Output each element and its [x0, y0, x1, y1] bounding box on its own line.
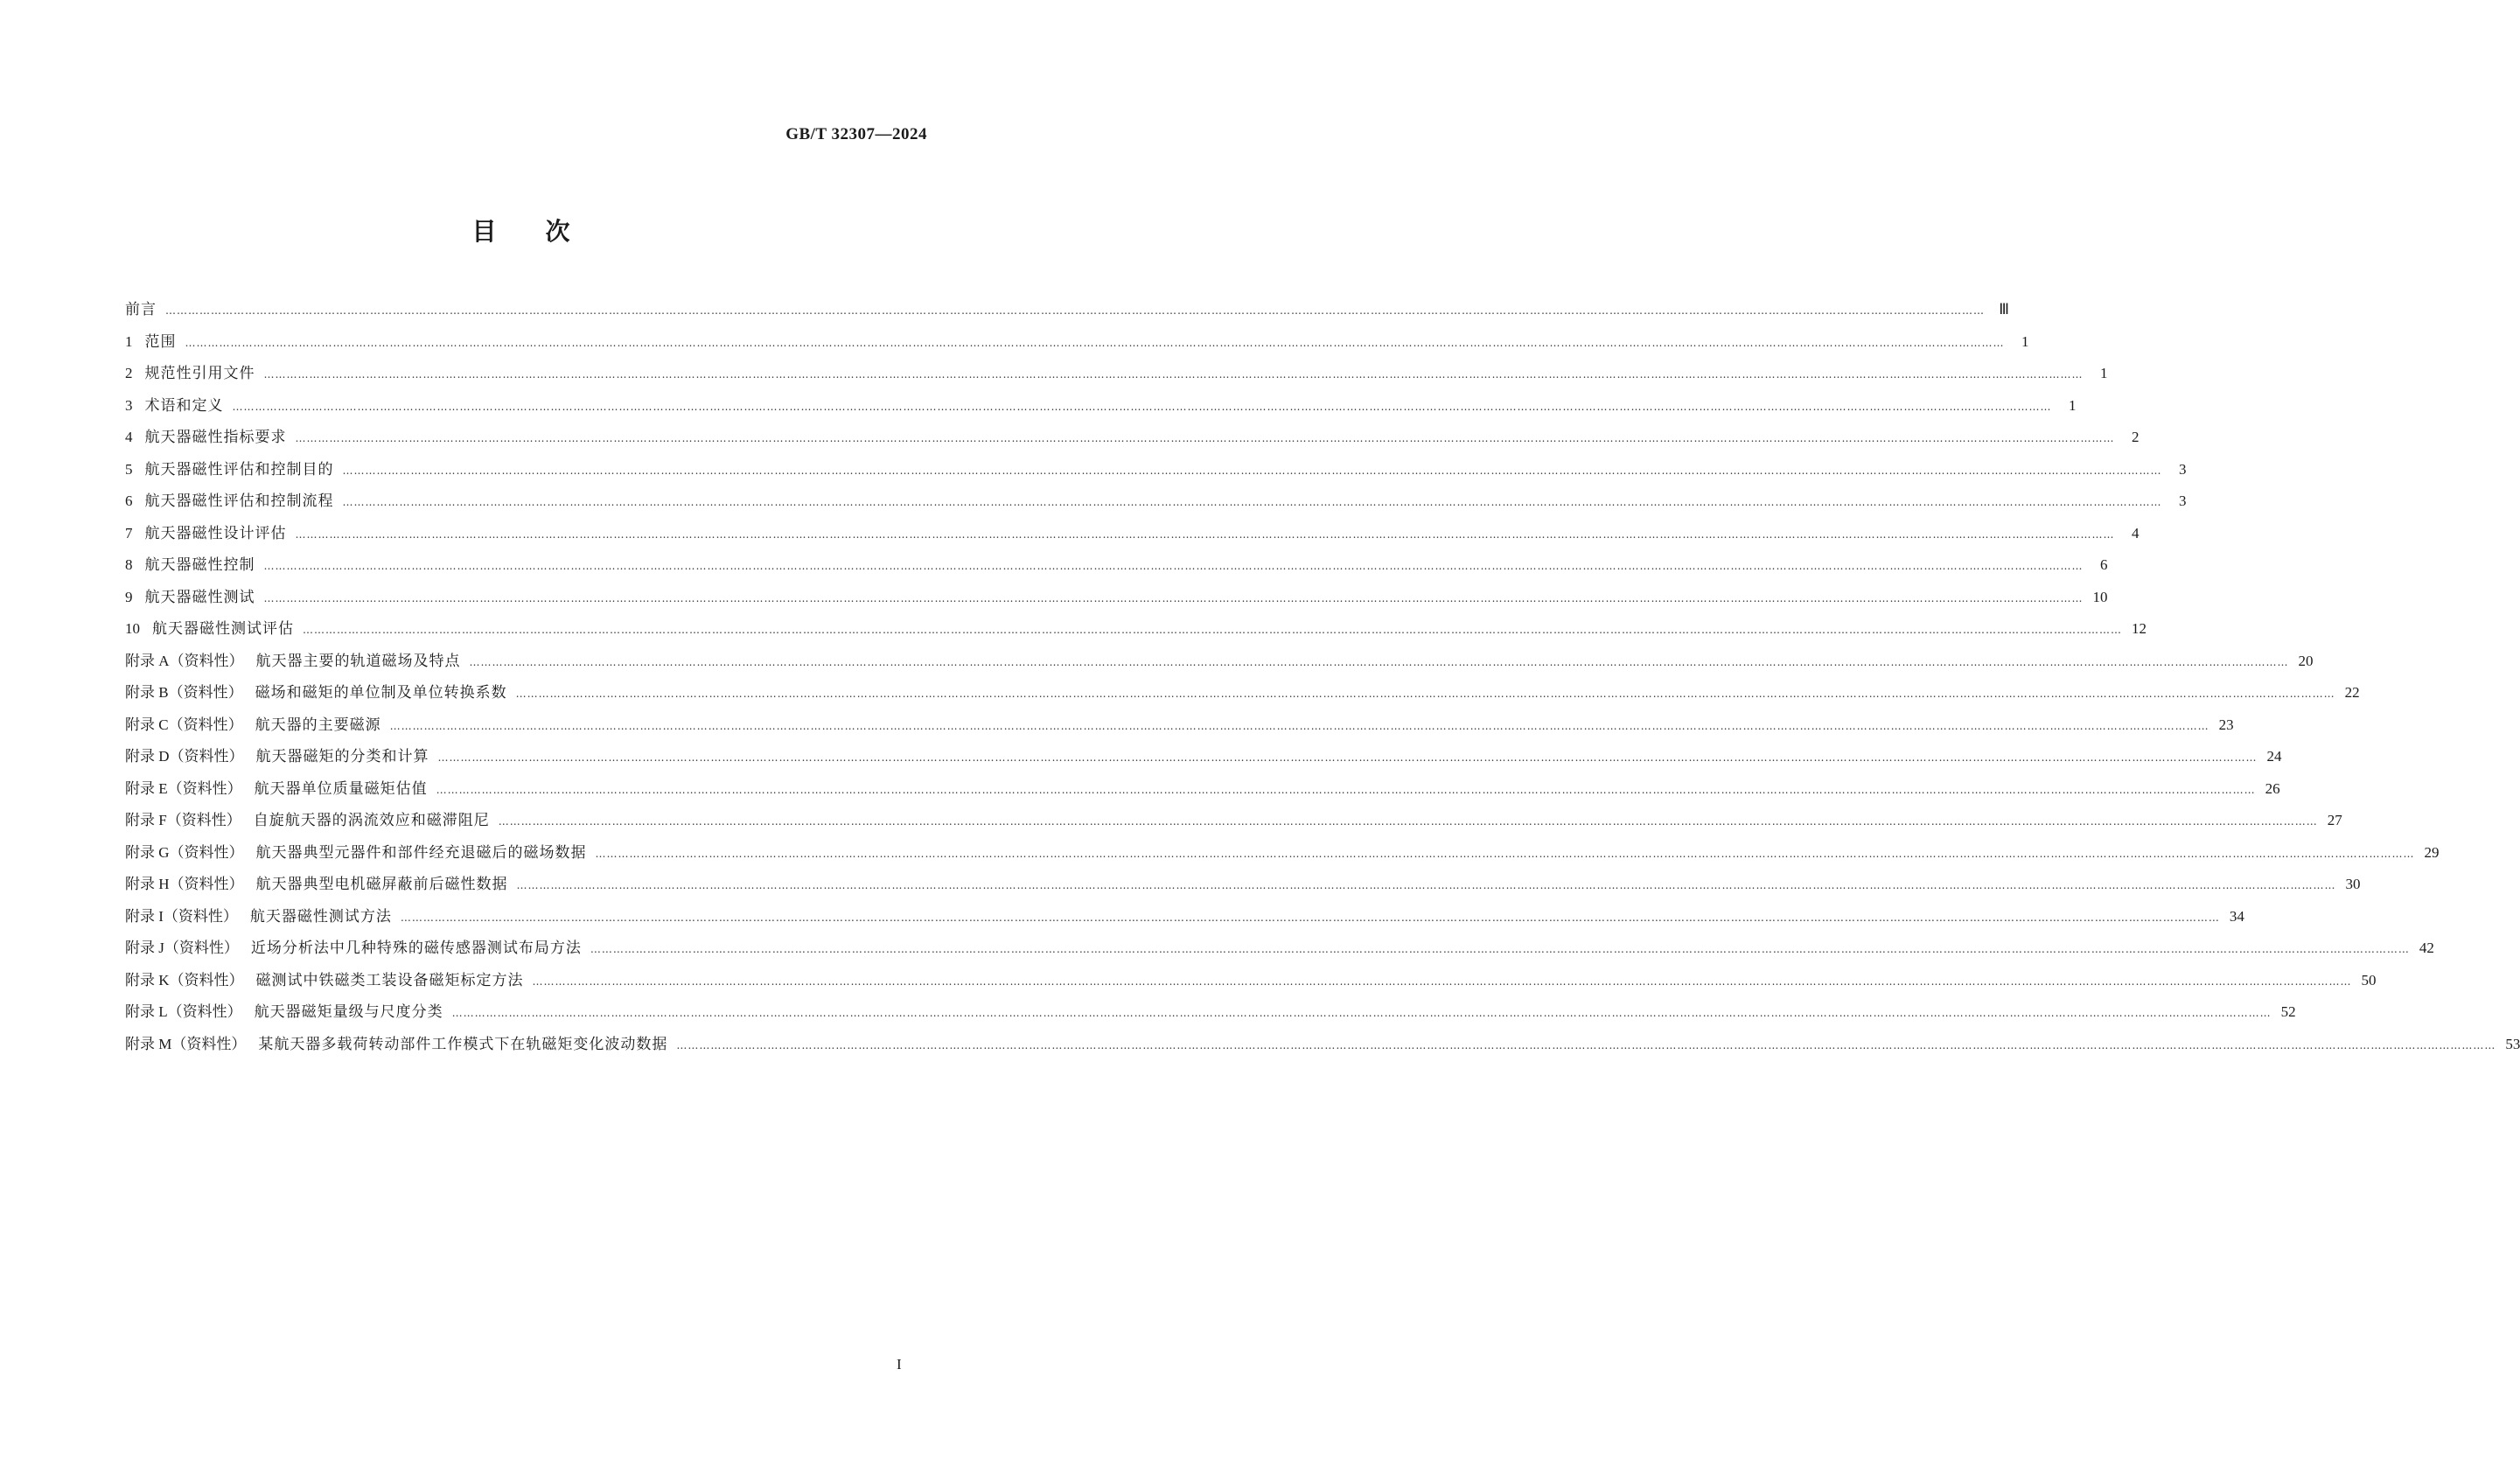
- table-of-contents: [125, 297, 2520, 1063]
- toc-entry-number: 9: [125, 588, 133, 605]
- toc-entry-number: 6: [125, 492, 133, 509]
- toc-entry-page: 10: [2092, 588, 2108, 605]
- toc-entry-page: 52: [2280, 1003, 2296, 1020]
- toc-entry-number: 附录 K（资料性）: [125, 971, 244, 988]
- toc-entry[interactable]: [125, 712, 2234, 744]
- toc-entry-title: 航天器典型元器件和部件经充退磁后的磁场数据: [255, 843, 587, 862]
- toc-leader-dots: …………………………………………………………………………………………………………………………………………………………………………………………………………………………………………………………………………………………………………………………………………………………………………………………………………………………………………: [232, 400, 2052, 413]
- toc-entry-page: 20: [2298, 652, 2314, 669]
- toc-entry-number: 附录 M（资料性）: [125, 1035, 247, 1052]
- toc-entry[interactable]: [125, 776, 2280, 808]
- toc-leader-dots: …………………………………………………………………………………………………………………………………………………………………………………………………………………………………………………………………………………………………………………………………………………………………………………………………………………………………………: [436, 783, 2256, 796]
- toc-entry-number: 附录 E（资料性）: [125, 779, 242, 797]
- toc-entry[interactable]: [125, 520, 2140, 553]
- toc-leader-dots: …………………………………………………………………………………………………………………………………………………………………………………………………………………………………………………………………………………………………………………………………………………………………………………………………………………………………………: [469, 655, 2289, 668]
- toc-leader-dots: …………………………………………………………………………………………………………………………………………………………………………………………………………………………………………………………………………………………………………………………………………………………………………………………………………………………………………: [676, 1038, 2496, 1051]
- toc-entry-title: 磁测试中铁磁类工装设备磁矩标定方法: [255, 971, 524, 989]
- toc-entry-page: 1: [2021, 332, 2029, 350]
- toc-leader-dots: …………………………………………………………………………………………………………………………………………………………………………………………………………………………………………………………………………………………………………………………………………………………………………………………………………………………………………: [295, 432, 2115, 444]
- toc-entry-title: 航天器磁矩的分类和计算: [255, 748, 429, 765]
- toc-entry-number: 附录 I（资料性）: [125, 907, 238, 925]
- toc-entry[interactable]: [125, 968, 2377, 1000]
- toc-entry-title: 航天器磁性指标要求: [144, 429, 287, 446]
- toc-entry[interactable]: [125, 457, 2187, 489]
- toc-entry-page: 24: [2266, 748, 2282, 765]
- toc-entry-number: 8: [125, 556, 133, 573]
- toc-entry[interactable]: [125, 648, 2314, 681]
- toc-leader-dots: …………………………………………………………………………………………………………………………………………………………………………………………………………………………………………………………………………………………………………………………………………………………………………………………………………………………………………: [303, 624, 2122, 636]
- toc-entry[interactable]: [125, 999, 2296, 1031]
- toc-entry-page: 50: [2361, 971, 2377, 988]
- toc-entry-title: 磁场和磁矩的单位制及单位转换系数: [255, 684, 507, 702]
- toc-leader-dots: …………………………………………………………………………………………………………………………………………………………………………………………………………………………………………………………………………………………………………………………………………………………………………………………………………………………………………: [437, 751, 2258, 764]
- toc-leader-dots: …………………………………………………………………………………………………………………………………………………………………………………………………………………………………………………………………………………………………………………………………………………………………………………………………………………………………………: [342, 464, 2162, 477]
- toc-entry-number: 5: [125, 460, 133, 478]
- toc-entry-title: 航天器磁性评估和控制流程: [144, 492, 334, 510]
- toc-entry-page: 42: [2419, 940, 2434, 956]
- toc-leader-dots: …………………………………………………………………………………………………………………………………………………………………………………………………………………………………………………………………………………………………………………………………………………………………………………………………………………………………………: [342, 496, 2162, 508]
- toc-entry-number: 4: [125, 429, 133, 445]
- toc-entry-page: 1: [2069, 396, 2077, 414]
- toc-entry[interactable]: [125, 871, 2361, 904]
- toc-entry[interactable]: [125, 488, 2187, 520]
- toc-leader-dots: …………………………………………………………………………………………………………………………………………………………………………………………………………………………………………………………………………………………………………………………………………………………………………………………………………………………………………: [532, 975, 2352, 988]
- toc-entry[interactable]: [125, 807, 2342, 840]
- toc-entry-title: 航天器的主要磁源: [255, 716, 381, 734]
- toc-entry-title: 近场分析法中几种特殊的磁传感器测试布局方法: [250, 940, 582, 957]
- toc-entry-number: 2: [125, 365, 133, 381]
- toc-entry[interactable]: [125, 424, 2140, 457]
- toc-leader-dots: …………………………………………………………………………………………………………………………………………………………………………………………………………………………………………………………………………………………………………………………………………………………………………………………………………………………………………: [185, 336, 2005, 349]
- toc-entry-number: 附录 J（资料性）: [125, 940, 239, 956]
- toc-entry-page: 2: [2132, 429, 2140, 445]
- toc-entry-number: 附录 H（资料性）: [125, 876, 244, 892]
- toc-entry-title: 航天器磁性测试方法: [249, 907, 392, 926]
- toc-entry[interactable]: [125, 1031, 2520, 1064]
- toc-entry-page: 3: [2179, 492, 2187, 509]
- toc-entry-page: 12: [2132, 620, 2147, 637]
- toc-entry-title: 前言: [125, 301, 157, 318]
- toc-entry-title: 航天器磁矩量级与尺度分类: [254, 1003, 443, 1021]
- toc-entry-number: 1: [125, 332, 133, 350]
- toc-entry-title: 航天器磁性评估和控制目的: [144, 460, 334, 479]
- toc-heading: 目次: [471, 217, 619, 246]
- toc-entry-number: 附录 C（资料性）: [125, 716, 243, 733]
- toc-entry[interactable]: [125, 840, 2440, 872]
- toc-entry-page: 22: [2344, 684, 2360, 701]
- toc-leader-dots: …………………………………………………………………………………………………………………………………………………………………………………………………………………………………………………………………………………………………………………………………………………………………………………………………………………………………………: [263, 368, 2084, 381]
- toc-entry-page: 6: [2100, 556, 2108, 573]
- standard-code: GB/T 32307—2024: [785, 125, 927, 143]
- toc-entry-page: 53: [2505, 1035, 2520, 1052]
- toc-entry-title: 航天器典型电机磁屏蔽前后磁性数据: [255, 876, 508, 893]
- toc-entry[interactable]: [125, 744, 2282, 776]
- toc-entry[interactable]: [125, 329, 2029, 361]
- toc-leader-dots: …………………………………………………………………………………………………………………………………………………………………………………………………………………………………………………………………………………………………………………………………………………………………………………………………………………………………………: [389, 719, 2209, 732]
- toc-entry[interactable]: [125, 393, 2077, 425]
- toc-entry-title: 航天器单位质量磁矩估值: [254, 779, 428, 798]
- toc-entry-page: Ⅲ: [1999, 301, 2009, 318]
- toc-entry-number: 附录 L（资料性）: [125, 1003, 242, 1020]
- toc-entry[interactable]: [125, 680, 2360, 712]
- toc-entry-number: 附录 A（资料性）: [125, 652, 244, 669]
- toc-leader-dots: …………………………………………………………………………………………………………………………………………………………………………………………………………………………………………………………………………………………………………………………………………………………………………………………………………………………………………: [516, 879, 2336, 891]
- toc-leader-dots: …………………………………………………………………………………………………………………………………………………………………………………………………………………………………………………………………………………………………………………………………………………………………………………………………………………………………………: [515, 688, 2335, 700]
- toc-entry-number: 附录 D（资料性）: [125, 748, 244, 765]
- toc-entry-number: 10: [125, 620, 140, 637]
- toc-entry[interactable]: [125, 935, 2434, 968]
- toc-entry-number: 附录 F（资料性）: [125, 812, 241, 828]
- toc-entry-number: 附录 B（资料性）: [125, 684, 243, 701]
- toc-entry-number: 附录 G（资料性）: [125, 843, 244, 861]
- toc-entry-page: 34: [2229, 907, 2244, 925]
- toc-leader-dots: …………………………………………………………………………………………………………………………………………………………………………………………………………………………………………………………………………………………………………………………………………………………………………………………………………………………………………: [400, 911, 2220, 924]
- toc-entry-title: 术语和定义: [144, 396, 224, 415]
- toc-entry-page: 4: [2132, 524, 2140, 541]
- toc-entry[interactable]: [125, 297, 2009, 329]
- toc-leader-dots: …………………………………………………………………………………………………………………………………………………………………………………………………………………………………………………………………………………………………………………………………………………………………………………………………………………………………………: [263, 560, 2084, 572]
- toc-leader-dots: …………………………………………………………………………………………………………………………………………………………………………………………………………………………………………………………………………………………………………………………………………………………………………………………………………………………………………: [165, 304, 1985, 317]
- toc-entry[interactable]: [125, 552, 2108, 584]
- toc-entry-title: 规范性引用文件: [144, 365, 255, 382]
- toc-entry-title: 范围: [144, 332, 177, 351]
- toc-entry[interactable]: [125, 360, 2108, 393]
- toc-leader-dots: …………………………………………………………………………………………………………………………………………………………………………………………………………………………………………………………………………………………………………………………………………………………………………………………………………………………………………: [595, 847, 2415, 860]
- toc-entry-title: 航天器磁性设计评估: [144, 524, 287, 542]
- toc-entry-page: 1: [2100, 365, 2108, 381]
- toc-entry-page: 26: [2265, 779, 2280, 797]
- toc-entry-title: 航天器磁性测试评估: [152, 620, 294, 638]
- toc-leader-dots: …………………………………………………………………………………………………………………………………………………………………………………………………………………………………………………………………………………………………………………………………………………………………………………………………………………………………………: [295, 527, 2115, 541]
- toc-entry[interactable]: [125, 584, 2108, 617]
- toc-leader-dots: …………………………………………………………………………………………………………………………………………………………………………………………………………………………………………………………………………………………………………………………………………………………………………………………………………………………………………: [498, 815, 2318, 828]
- toc-entry-title: 航天器磁性控制: [144, 556, 255, 574]
- toc-entry-page: 30: [2345, 876, 2361, 892]
- toc-entry-title: 自旋航天器的涡流效应和磁滞阻尼: [253, 812, 490, 829]
- toc-entry[interactable]: [125, 904, 2244, 936]
- toc-leader-dots: …………………………………………………………………………………………………………………………………………………………………………………………………………………………………………………………………………………………………………………………………………………………………………………………………………………………………………: [263, 591, 2084, 604]
- toc-entry-number: 3: [125, 396, 133, 414]
- toc-entry-page: 3: [2179, 460, 2187, 478]
- toc-entry-title: 某航天器多载荷转动部件工作模式下在轨磁矩变化波动数据: [258, 1035, 668, 1053]
- toc-entry-number: 7: [125, 524, 133, 541]
- toc-leader-dots: …………………………………………………………………………………………………………………………………………………………………………………………………………………………………………………………………………………………………………………………………………………………………………………………………………………………………………: [451, 1007, 2272, 1019]
- page-number: I: [897, 1356, 902, 1373]
- toc-entry-page: 27: [2327, 812, 2342, 828]
- toc-entry-title: 航天器主要的轨道磁场及特点: [255, 652, 461, 670]
- toc-entry-title: 航天器磁性测试: [144, 588, 255, 606]
- toc-entry-page: 29: [2424, 843, 2440, 861]
- toc-entry-page: 23: [2218, 716, 2234, 733]
- toc-leader-dots: …………………………………………………………………………………………………………………………………………………………………………………………………………………………………………………………………………………………………………………………………………………………………………………………………………………………………………: [590, 943, 2410, 955]
- toc-entry[interactable]: [125, 616, 2147, 648]
